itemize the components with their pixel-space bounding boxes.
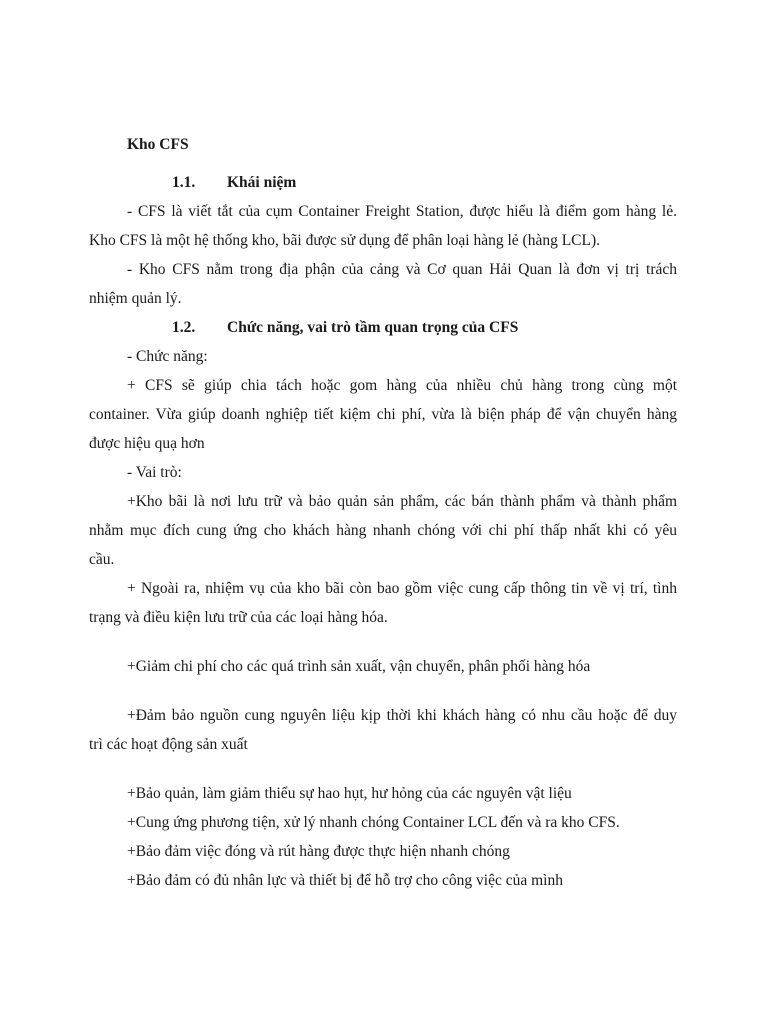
paragraph-line: + CFS sẽ giúp chia tách hoặc gom hàng của nhiều chủ hàng trong cùng một (127, 377, 677, 394)
paragraph-line: + Ngoài ra, nhiệm vụ của kho bãi còn bao gồm việc cung cấp thông tin về vị trí, tình (127, 580, 677, 597)
paragraph-line: cầu. (89, 551, 115, 568)
paragraph-line: trạng và điều kiện lưu trữ của các loại hàng hóa. (89, 609, 388, 626)
section-number: 1.1. (172, 174, 196, 191)
paragraph-line: +Giảm chi phí cho các quá trình sản xuất, vận chuyển, phân phối hàng hóa (127, 658, 591, 675)
section-heading: Chức năng, vai trò tầm quan trọng của CFS (227, 319, 519, 336)
section-number: 1.2. (172, 319, 196, 336)
paragraph-line: - Kho CFS nằm trong địa phận của cảng và Cơ quan Hải Quan là đơn vị trị trách (127, 261, 677, 278)
paragraph-line: +Bảo đảm việc đóng và rút hàng được thực hiện nhanh chóng (127, 843, 510, 860)
paragraph-line: Kho CFS là một hệ thống kho, bãi được sử dụng để phân loại hàng lẻ (hàng LCL). (89, 232, 601, 249)
paragraph-line: +Đảm bảo nguồn cung nguyên liệu kịp thời khi khách hàng có nhu cầu hoặc để duy (127, 707, 677, 724)
section-heading: Khái niệm (227, 174, 297, 191)
paragraph-line: được hiệu quạ hơn (89, 435, 205, 452)
document-title: Kho CFS (127, 136, 189, 153)
paragraph-line: nhiệm quản lý. (89, 290, 182, 307)
paragraph-line: nhằm mục đích cung ứng cho khách hàng nhanh chóng với chi phí thấp nhất khi có yêu (89, 522, 677, 539)
paragraph-line: +Kho bãi là nơi lưu trữ và bảo quản sản phẩm, các bán thành phẩm và thành phẩm (127, 493, 677, 510)
paragraph-line: - Chức năng: (127, 348, 208, 365)
paragraph-line: container. Vừa giúp doanh nghiệp tiết kiệm chi phí, vừa là biện pháp để vận chuyển hàng (89, 406, 677, 423)
paragraph-line: - Vai trò: (127, 464, 182, 481)
paragraph-line: trì các hoạt động sản xuất (89, 736, 248, 753)
paragraph-line: - CFS là viết tắt của cụm Container Freight Station, được hiểu là điểm gom hàng lẻ. (127, 203, 677, 220)
paragraph-line: +Cung ứng phương tiện, xử lý nhanh chóng Container LCL đến và ra kho CFS. (127, 814, 620, 831)
paragraph-line: +Bảo quản, làm giảm thiểu sự hao hụt, hư hỏng của các nguyên vật liệu (127, 785, 572, 802)
paragraph-line: +Bảo đảm có đủ nhân lực và thiết bị để hỗ trợ cho công việc của mình (127, 872, 563, 889)
